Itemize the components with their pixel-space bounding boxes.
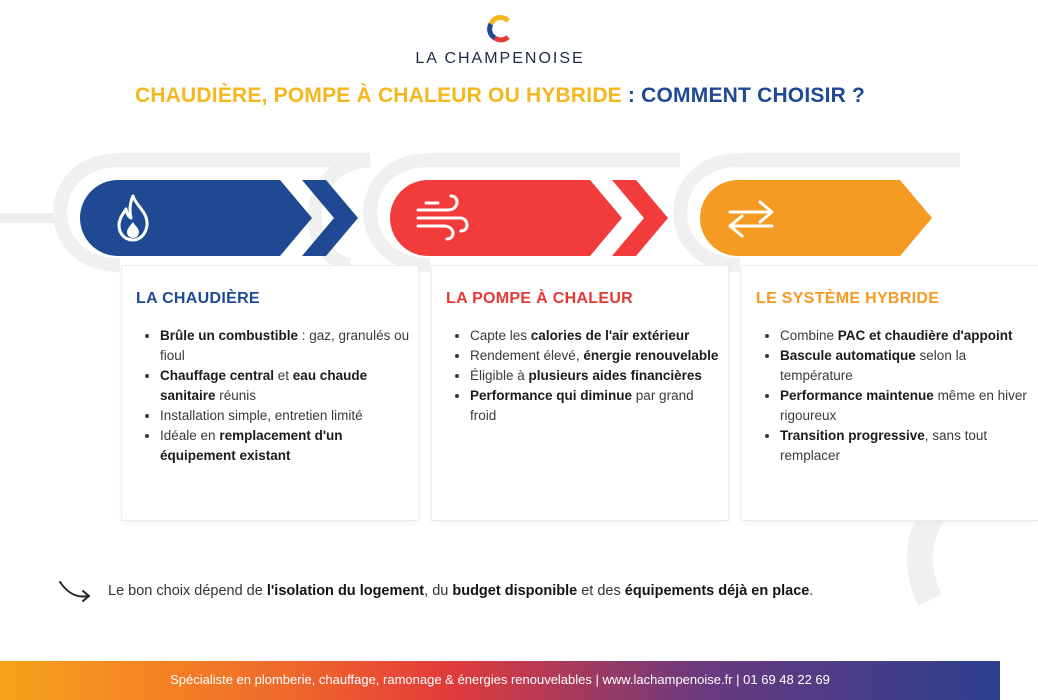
curved-arrow-icon <box>58 578 94 604</box>
list-item: • Capte les calories de l'air extérieur <box>470 326 720 346</box>
feature-list <box>136 326 410 466</box>
list-item: • Combine PAC et chaudière d'appoint <box>780 326 1030 346</box>
list-item: • Éligible à plusieurs aides financières <box>470 366 720 386</box>
list-item: • Transition progressive, sans tout remplacer <box>780 426 1030 466</box>
list-item: • Chauffage central et eau chaude sanitaire réunis <box>160 366 410 406</box>
title-part-1: CHAUDIÈRE, POMPE À CHALEUR OU HYBRIDE <box>134 84 622 107</box>
card-title: LA CHAUDIÈRE <box>136 290 260 307</box>
c-logo-icon <box>485 14 515 44</box>
card-systeme-hybride <box>742 266 1038 520</box>
card-chaudiere <box>122 266 418 520</box>
list-item: • Rendement élevé, énergie renouvelable <box>470 346 720 366</box>
list-item: • Performance qui diminue par grand froid <box>470 386 720 426</box>
list-item: • Idéale en remplacement d'un équipement existant <box>160 426 410 466</box>
swap-arrows-icon <box>724 198 778 240</box>
feature-list <box>756 326 1030 466</box>
flame-icon <box>114 194 152 242</box>
brand-name: LA CHAMPENOISE <box>415 50 585 67</box>
tip-text: Le bon choix dépend de l'isolation du logement, du budget disponible et des équipements déjà en place. <box>108 583 814 599</box>
list-item: • Brûle un combustible : gaz, granulés ou fioul <box>160 326 410 366</box>
footer-text: Spécialiste en plomberie, chauffage, ramonage & énergies renouvelables | www.lachampenoise.fr | 01 69 48 22 69 <box>170 672 830 687</box>
list-item: • Installation simple, entretien limité <box>160 406 410 426</box>
card-pompe-a-chaleur <box>432 266 728 520</box>
page-title <box>0 84 1000 108</box>
title-part-2: : COMMENT CHOISIR ? <box>621 84 866 107</box>
footer-bar <box>0 661 1000 700</box>
list-item: • Performance maintenue même en hiver rigoureux <box>780 386 1030 426</box>
brand-header <box>0 14 1000 68</box>
feature-list <box>446 326 720 426</box>
wind-icon <box>414 196 468 240</box>
card-title: LE SYSTÈME HYBRIDE <box>756 290 940 307</box>
list-item: • Bascule automatique selon la température <box>780 346 1030 386</box>
card-title: LA POMPE À CHALEUR <box>446 290 634 307</box>
